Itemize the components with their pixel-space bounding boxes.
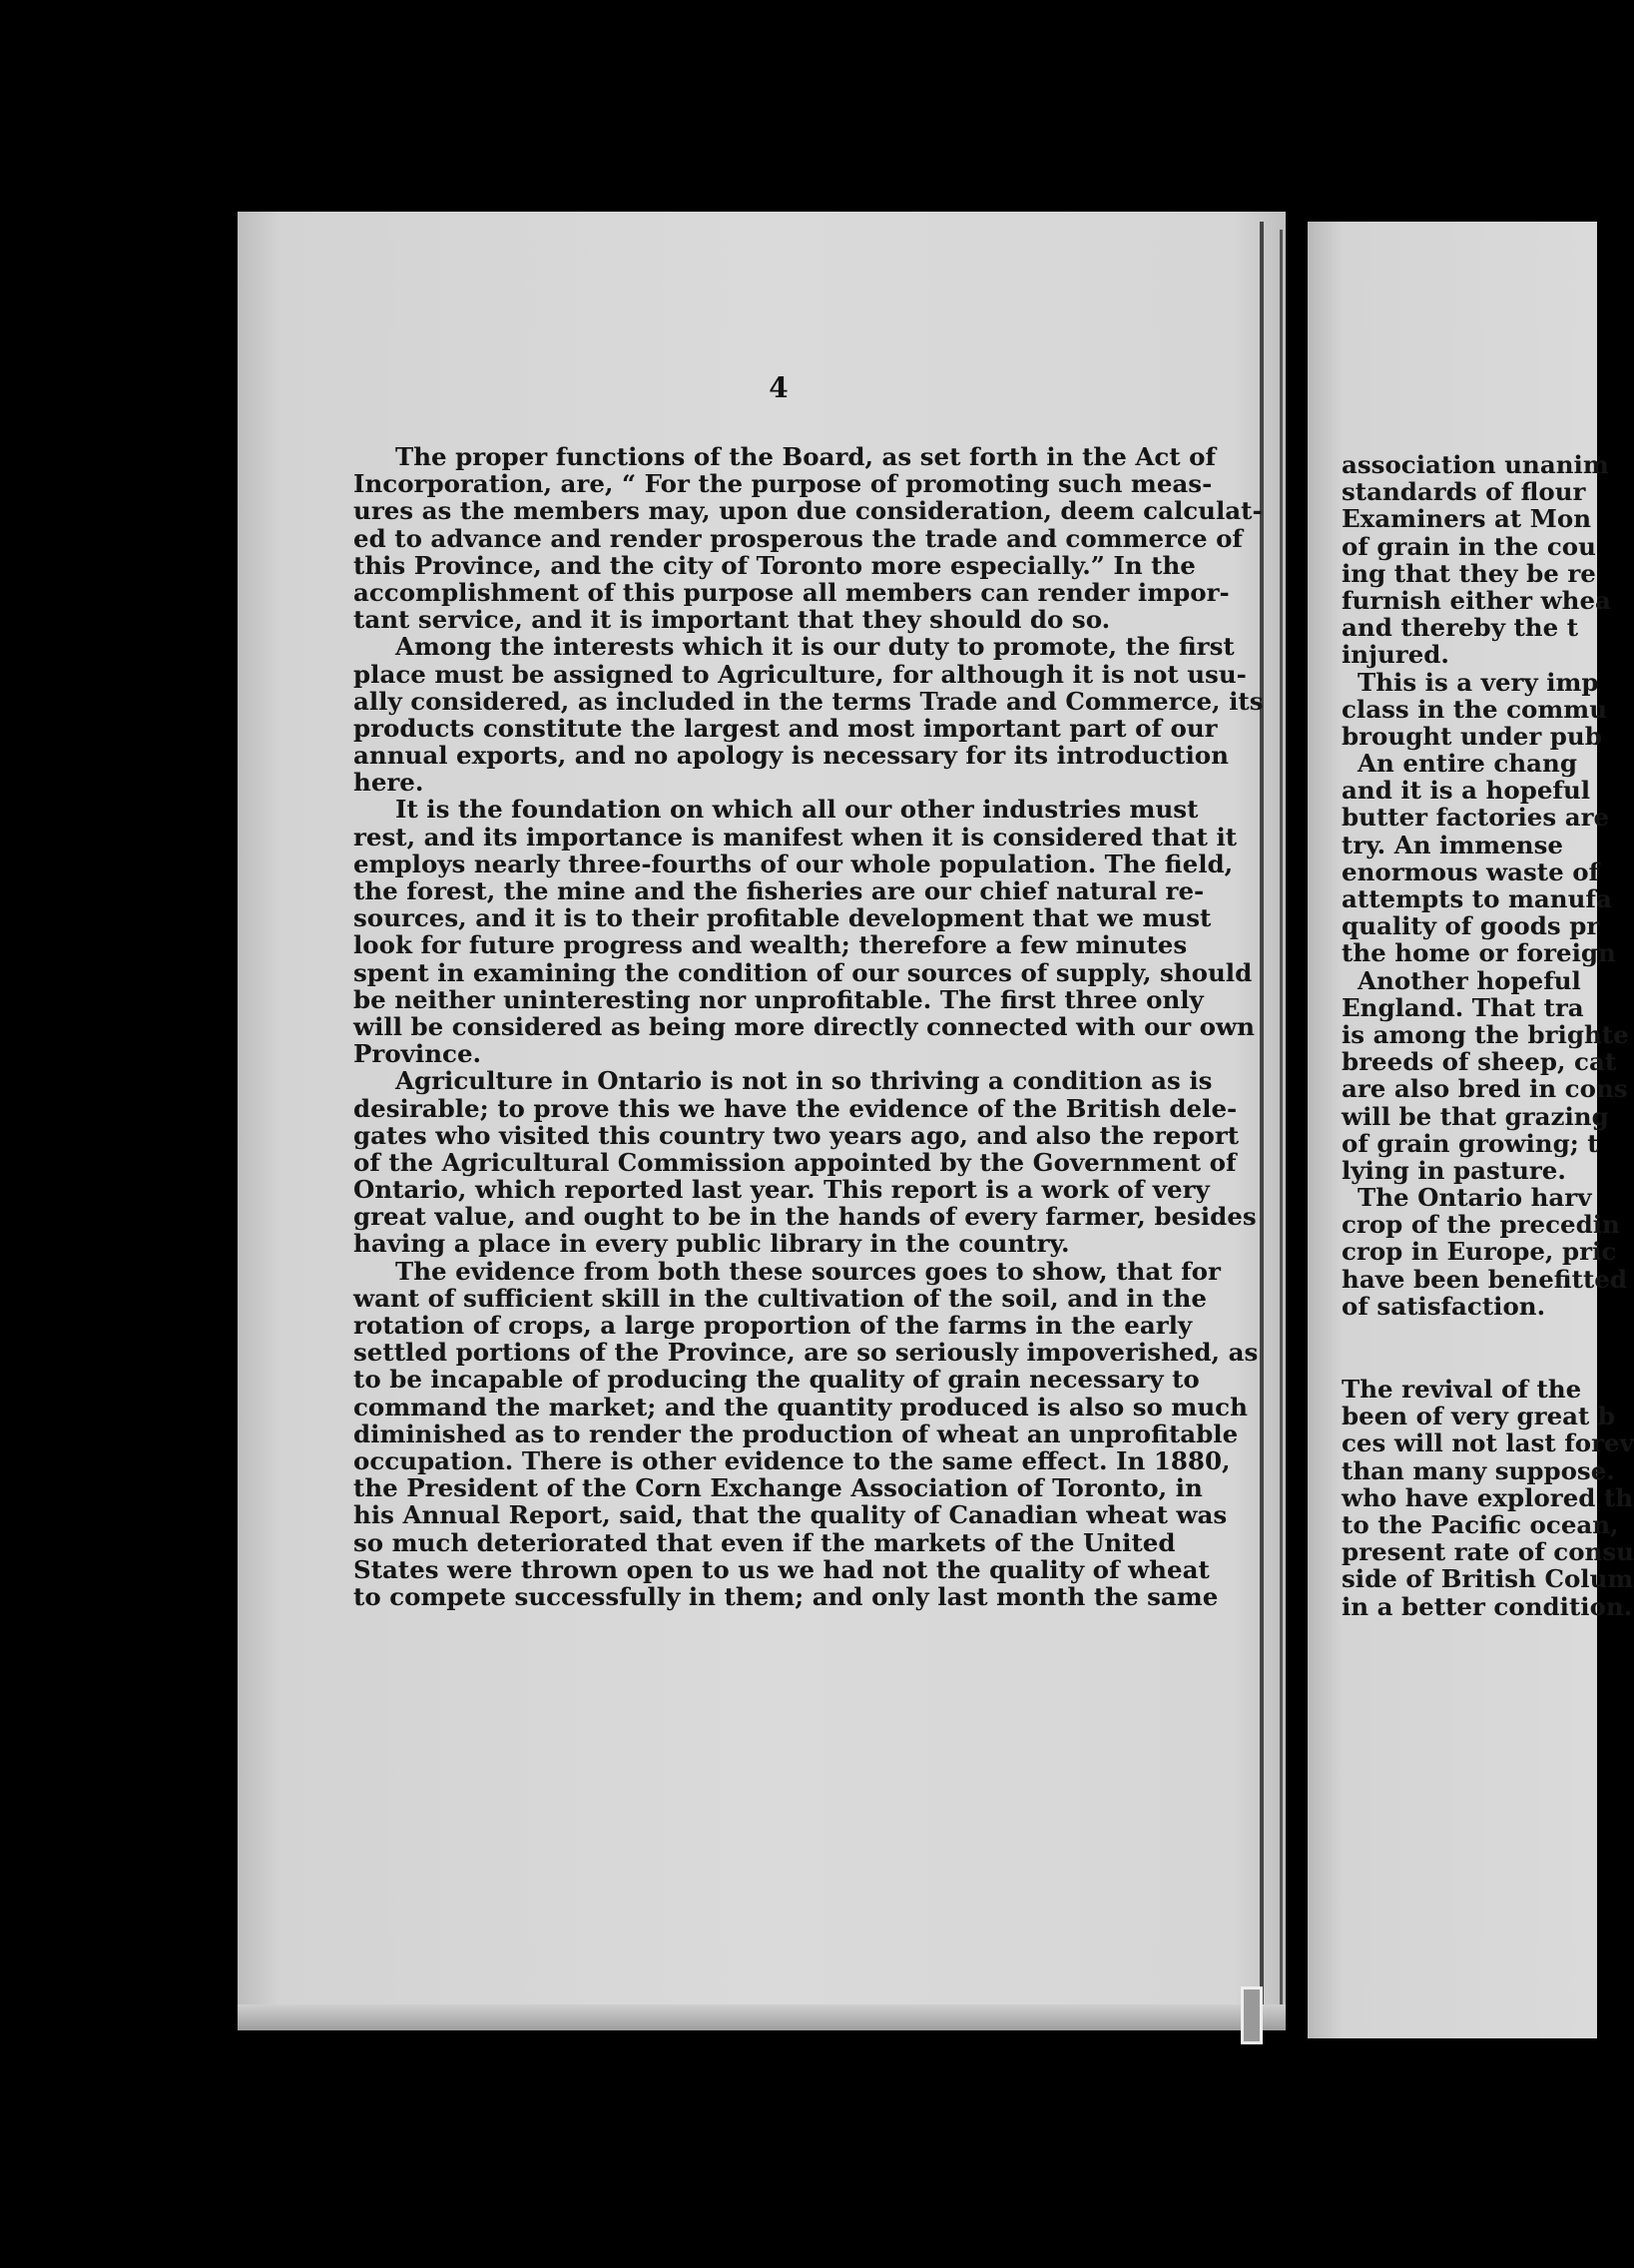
text-line: is among the brighte [1342,1019,1629,1049]
page-bottom-edge [238,2004,1286,2030]
text-line: place must be assigned to Agriculture, for although it is not usu- [353,659,1247,689]
text-line: of grain in the cou [1342,531,1596,561]
text-line: of the Agricultural Commission appointed by the Government of [353,1147,1237,1177]
text-line: ed to advance and render prosperous the trade and commerce of [353,523,1243,553]
text-line: The proper functions of the Board, as set forth in the Act of [395,442,1216,471]
text-line: be neither uninteresting nor unprofitable. The first three only [353,984,1204,1014]
text-line: rest, and its importance is manifest when it is considered that it [353,822,1238,851]
text-line: enormous waste of [1342,856,1600,886]
text-line: settled portions of the Province, are so seriously impoverished, as [353,1338,1259,1368]
text-line: breeds of sheep, cat [1342,1047,1617,1077]
text-line: the forest, the mine and the fisheries are our chief natural re- [353,876,1205,905]
text-line: quality of goods pr [1342,911,1600,941]
text-line: than many suppose. [1342,1455,1615,1485]
text-line: The Ontario harv [1358,1183,1592,1213]
text-line: Province. [353,1039,482,1069]
text-line: to be incapable of producing the quality of grain necessary to [353,1365,1200,1395]
text-line: attempts to manufa [1342,884,1612,913]
text-line: having a place in every public library in the country. [353,1229,1070,1259]
text-line: try. An immense [1342,830,1563,859]
text-line: rotation of crops, a large proportion of the farms in the early [353,1311,1193,1340]
section-gap [1342,1320,1634,1376]
text-line: spent in examining the condition of our sources of supply, should [353,957,1253,987]
text-line: England. That tra [1342,992,1584,1022]
text-line: standards of flour [1342,477,1586,507]
right-column-text [1342,451,1634,1620]
text-line: ces will not last forev [1342,1428,1634,1458]
text-line: in a better condition. [1342,1591,1633,1621]
text-line: gates who visited this country two years ago, and also the report [353,1120,1240,1150]
text-line: Agriculture in Ontario is not in so thriving a condition as is [395,1066,1213,1096]
text-line: employs nearly three-fourths of our whole population. The field, [353,849,1234,878]
text-line: injured. [1342,640,1449,670]
text-line: lying in pasture. [1342,1155,1566,1185]
text-line: here. [353,768,424,798]
text-line: command the market; and the quantity produced is also so much [353,1392,1248,1421]
text-line: tant service, and it is important that they should do so. [353,605,1111,635]
text-line: present rate of consu [1342,1537,1634,1567]
text-line: crop in Europe, pric [1342,1237,1617,1267]
text-line: side of British Colum [1342,1564,1634,1594]
text-line: furnish either whea [1342,585,1611,615]
text-line: and thereby the t [1342,613,1579,643]
text-line: The evidence from both these sources goes to show, that for [395,1256,1221,1286]
text-line: accomplishment of this purpose all members can render impor- [353,577,1230,607]
text-line: to compete successfully in them; and only last month the same [353,1581,1219,1611]
text-line: Examiners at Mon [1342,504,1592,534]
text-line: products constitute the largest and most important part of our [353,713,1218,743]
text-line: of satisfaction. [1342,1291,1546,1321]
text-line: class in the commu [1342,694,1608,724]
text-line: are also bred in cons [1342,1074,1628,1104]
text-line: great value, and ought to be in the hands of every farmer, besides [353,1202,1257,1232]
text-line: look for future progress and wealth; therefore a few minutes [353,930,1188,960]
text-line: Among the interests which it is our duty to promote, the first [395,632,1235,662]
text-line: and it is a hopeful [1342,776,1591,806]
text-line: his Annual Report, said, that the quality of Canadian wheat was [353,1500,1228,1530]
text-line: the home or foreign [1342,938,1616,968]
text-line: This is a very imp [1358,667,1599,697]
text-line: States were thrown open to us we had not the quality of wheat [353,1554,1210,1584]
left-column-text [353,443,1264,1610]
text-line: want of sufficient skill in the cultivation of the soil, and in the [353,1283,1207,1313]
text-line: It is the foundation on which all our other industries must [395,795,1199,825]
text-line: occupation. There is other evidence to the same effect. In 1880, [353,1445,1231,1475]
text-line: Another hopeful [1358,965,1581,995]
text-line: Incorporation, are, “ For the purpose of promoting such meas- [353,469,1213,499]
text-line: so much deteriorated that even if the markets of the United [353,1527,1176,1557]
text-line: have been benefitted [1342,1264,1627,1294]
text-line: who have explored th [1342,1482,1634,1512]
text-line: this Province, and the city of Toronto more especially.” In the [353,550,1196,580]
gutter-edge [1280,230,1283,2026]
text-line: annual exports, and no apology is necessary for its introduction [353,741,1229,771]
text-line: ally considered, as included in the terms Trade and Commerce, its [353,686,1264,716]
text-line: will be that grazing [1342,1101,1609,1131]
text-line: association unanim [1342,450,1609,479]
text-line: brought under pub [1342,721,1602,751]
text-line: ures as the members may, upon due consideration, deem calculat- [353,496,1263,526]
text-line: crop of the precedin [1342,1210,1620,1240]
text-line: desirable; to prove this we have the evidence of the British dele- [353,1093,1238,1123]
page-number: 4 [769,371,789,404]
text-line: been of very great b [1342,1402,1616,1431]
binding-clip-mark [1241,1986,1263,2044]
text-line: the President of the Corn Exchange Association of Toronto, in [353,1473,1203,1503]
text-line: An entire chang [1358,749,1577,779]
text-line: of grain growing; t [1342,1128,1599,1158]
text-line: ing that they be re [1342,558,1596,588]
text-line: diminished as to render the production of wheat an unprofitable [353,1418,1239,1448]
text-line: The revival of the [1342,1375,1582,1404]
text-line: to the Pacific ocean, [1342,1509,1619,1539]
text-line: Ontario, which reported last year. This report is a work of very [353,1175,1210,1205]
text-line: will be considered as being more directly connected with our own [353,1011,1255,1041]
text-line: butter factories are [1342,803,1610,833]
text-line: sources, and it is to their profitable development that we must [353,903,1212,933]
